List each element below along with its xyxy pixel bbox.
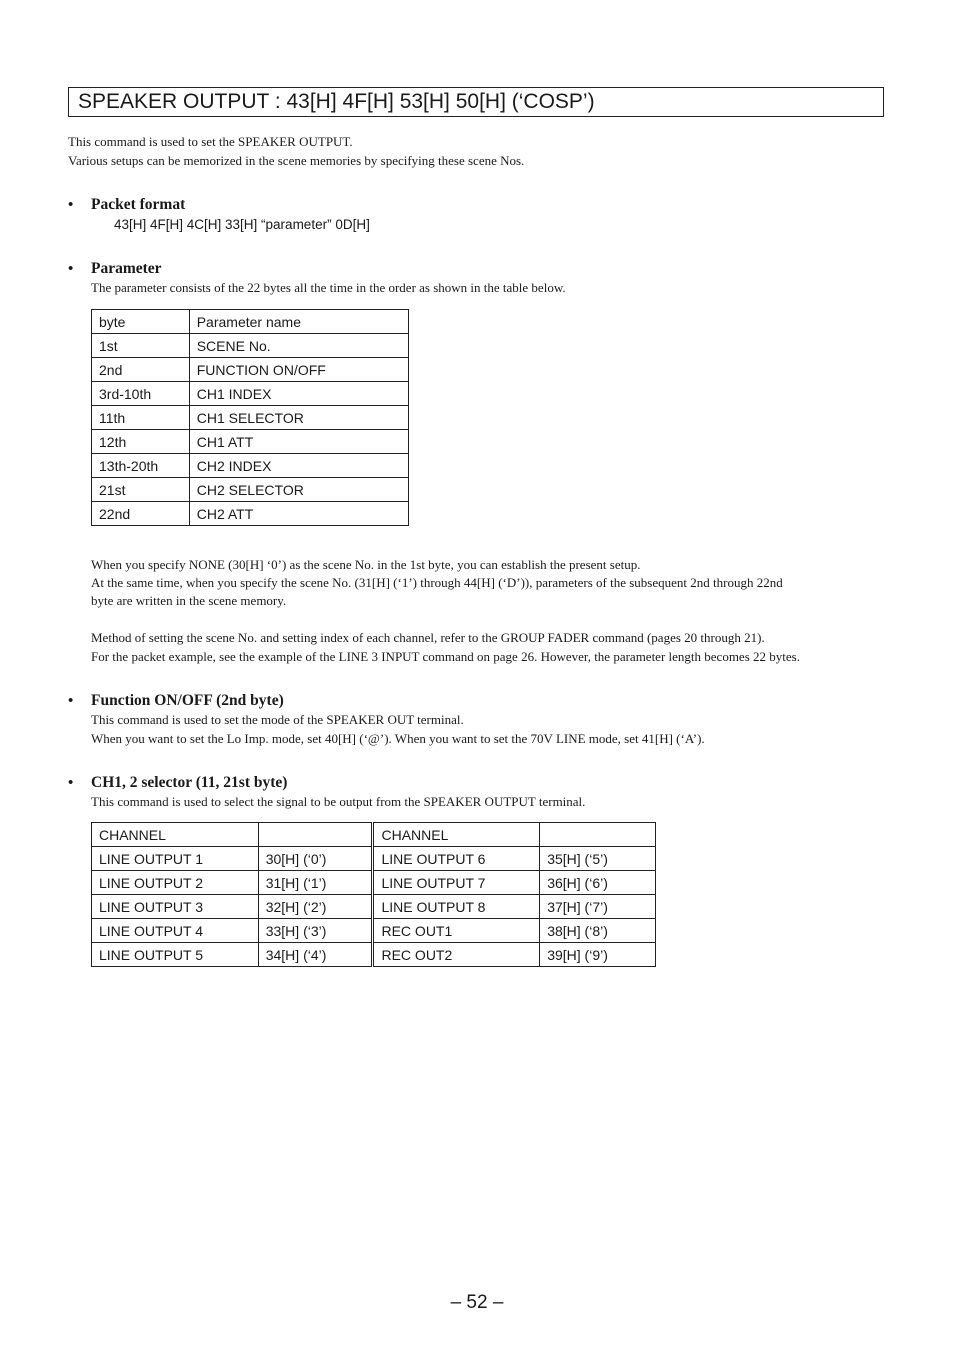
channel-cell: LINE OUTPUT 6 bbox=[373, 847, 540, 871]
channel-cell: LINE OUTPUT 2 bbox=[92, 871, 259, 895]
table-row bbox=[92, 478, 409, 502]
table-row bbox=[92, 847, 656, 871]
table-header-cell bbox=[258, 823, 373, 847]
selector-description: This command is used to select the signal to be output from the SPEAKER OUTPUT terminal. bbox=[91, 794, 586, 809]
byte-cell: 2nd bbox=[92, 358, 190, 382]
table-row bbox=[92, 871, 656, 895]
packet-format-value: 43[H] 4F[H] 4C[H] 33[H] “parameter” 0D[H] bbox=[114, 217, 370, 232]
param-name-cell: CH2 ATT bbox=[189, 502, 408, 526]
title-box bbox=[68, 87, 884, 117]
packet-format-heading: Packet format bbox=[91, 196, 186, 213]
code-cell: 34[H] (‘4’) bbox=[258, 943, 373, 967]
byte-cell: 13th-20th bbox=[92, 454, 190, 478]
selector-heading: CH1, 2 selector (11, 21st byte) bbox=[91, 774, 288, 791]
table-row bbox=[92, 430, 409, 454]
channel-cell: REC OUT1 bbox=[373, 919, 540, 943]
parameter-note: When you specify NONE (30[H] ‘0’) as the scene No. in the 1st byte, you can establish the present setup. bbox=[91, 557, 641, 572]
selector-table bbox=[91, 822, 656, 967]
code-cell: 33[H] (‘3’) bbox=[258, 919, 373, 943]
code-cell: 36[H] (‘6’) bbox=[540, 871, 656, 895]
channel-cell: LINE OUTPUT 4 bbox=[92, 919, 259, 943]
parameter-table bbox=[91, 309, 409, 526]
channel-cell: REC OUT2 bbox=[373, 943, 540, 967]
parameter-description: The parameter consists of the 22 bytes all the time in the order as shown in the table below. bbox=[91, 280, 566, 295]
parameter-note: byte are written in the scene memory. bbox=[91, 593, 287, 608]
code-cell: 31[H] (‘1’) bbox=[258, 871, 373, 895]
channel-cell: LINE OUTPUT 3 bbox=[92, 895, 259, 919]
code-cell: 35[H] (‘5’) bbox=[540, 847, 656, 871]
bullet-icon: • bbox=[68, 693, 74, 709]
code-cell: 32[H] (‘2’) bbox=[258, 895, 373, 919]
table-row bbox=[92, 943, 656, 967]
table-header-cell: CHANNEL bbox=[92, 823, 259, 847]
byte-cell: 22nd bbox=[92, 502, 190, 526]
page-title: SPEAKER OUTPUT : 43[H] 4F[H] 53[H] 50[H] (‘COSP’) bbox=[78, 90, 595, 113]
code-cell: 30[H] (‘0’) bbox=[258, 847, 373, 871]
byte-cell: 21st bbox=[92, 478, 190, 502]
byte-cell: 11th bbox=[92, 406, 190, 430]
bullet-icon: • bbox=[68, 261, 74, 277]
table-header-row bbox=[92, 310, 409, 334]
table-row bbox=[92, 502, 409, 526]
table-row bbox=[92, 382, 409, 406]
code-cell: 39[H] (‘9’) bbox=[540, 943, 656, 967]
byte-cell: 12th bbox=[92, 430, 190, 454]
param-name-cell: CH1 SELECTOR bbox=[189, 406, 408, 430]
byte-cell: 1st bbox=[92, 334, 190, 358]
intro-line: This command is used to set the SPEAKER OUTPUT. bbox=[68, 134, 353, 149]
channel-cell: LINE OUTPUT 8 bbox=[373, 895, 540, 919]
code-cell: 37[H] (‘7’) bbox=[540, 895, 656, 919]
channel-cell: LINE OUTPUT 5 bbox=[92, 943, 259, 967]
table-row bbox=[92, 895, 656, 919]
function-onoff-heading: Function ON/OFF (2nd byte) bbox=[91, 692, 284, 709]
function-onoff-line: This command is used to set the mode of the SPEAKER OUT terminal. bbox=[91, 712, 464, 727]
table-row bbox=[92, 358, 409, 382]
parameter-note: Method of setting the scene No. and setting index of each channel, refer to the GROUP FADER command (pages 20 through 21). bbox=[91, 630, 765, 645]
table-row bbox=[92, 919, 656, 943]
table-header-row bbox=[92, 823, 656, 847]
channel-cell: LINE OUTPUT 7 bbox=[373, 871, 540, 895]
param-name-cell: CH2 INDEX bbox=[189, 454, 408, 478]
table-row bbox=[92, 406, 409, 430]
bullet-icon: • bbox=[68, 197, 74, 213]
table-header-cell: Parameter name bbox=[189, 310, 408, 334]
param-name-cell: CH1 ATT bbox=[189, 430, 408, 454]
byte-cell: 3rd-10th bbox=[92, 382, 190, 406]
table-row bbox=[92, 334, 409, 358]
param-name-cell: CH2 SELECTOR bbox=[189, 478, 408, 502]
param-name-cell: FUNCTION ON/OFF bbox=[189, 358, 408, 382]
page-number: – 52 – bbox=[450, 1292, 504, 1313]
channel-cell: LINE OUTPUT 1 bbox=[92, 847, 259, 871]
code-cell: 38[H] (‘8’) bbox=[540, 919, 656, 943]
function-onoff-line: When you want to set the Lo Imp. mode, set 40[H] (‘@’). When you want to set the 70V LINE mode, set 41[H] (‘A’). bbox=[91, 731, 705, 746]
parameter-heading: Parameter bbox=[91, 260, 162, 277]
parameter-note: At the same time, when you specify the scene No. (31[H] (‘1’) through 44[H] (‘D’)), parameters of the subsequent 2nd through 22nd bbox=[91, 575, 783, 590]
intro-line: Various setups can be memorized in the scene memories by specifying these scene Nos. bbox=[68, 153, 525, 168]
table-header-cell: CHANNEL bbox=[373, 823, 540, 847]
param-name-cell: SCENE No. bbox=[189, 334, 408, 358]
param-name-cell: CH1 INDEX bbox=[189, 382, 408, 406]
parameter-note: For the packet example, see the example of the LINE 3 INPUT command on page 26. However, the parameter length becomes 22 bytes. bbox=[91, 649, 800, 664]
table-row bbox=[92, 454, 409, 478]
table-header-cell bbox=[540, 823, 656, 847]
bullet-icon: • bbox=[68, 775, 74, 791]
table-header-cell: byte bbox=[92, 310, 190, 334]
